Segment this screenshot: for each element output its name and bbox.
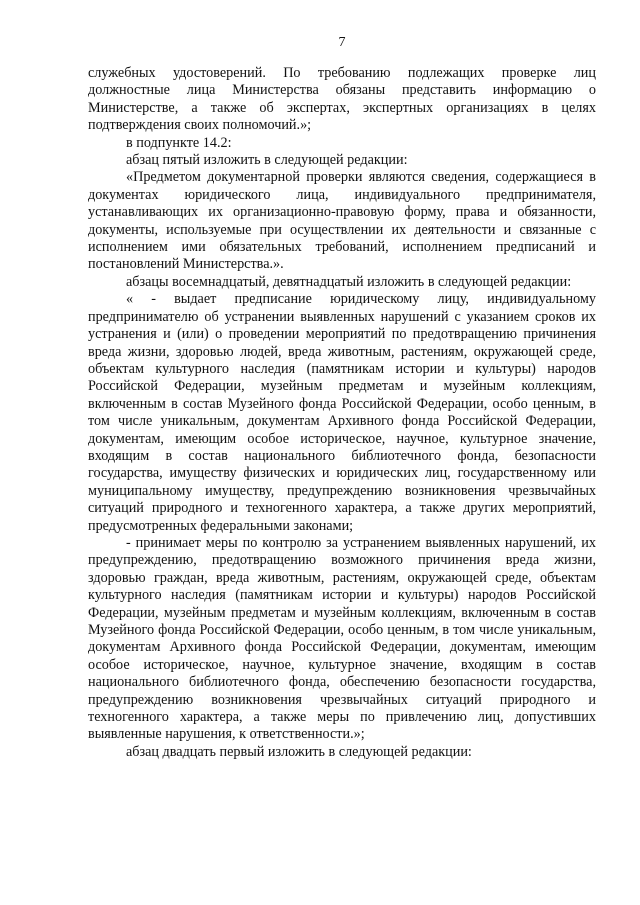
paragraph-1: служебных удостоверений. По требованию подлежащих проверке лиц должностные лица Министерства обязаны представить информацию о Министерстве, а также об экспертах, экспертных организациях в целях подтверждения своих полномочий.»;	[88, 65, 596, 134]
paragraph-4: «Предметом документарной проверки являются сведения, содержащиеся в документах юридического лица, индивидуального предпринимателя, устанавливающих их организационно-правовую форму, права и обязанности, документы, используемые при осуществлении их деятельности и связанные с исполнением ими обязательных требований, исполнением предписаний и постановлений Министерства.».	[88, 169, 596, 273]
paragraph-6: « - выдает предписание юридическому лицу, индивидуальному предпринимателю об устранении выявленных нарушений с указанием сроков их устранения и (или) о проведении мероприятий по предотвращению причинения вреда жизни, здоровью людей, вреда животным, растениям, окружающей среде, объектам культурного наследия (памятникам истории и культуры) народов Российской Федерации, музейным предметам и музейным коллекциям, включенным в состав Музейного фонда Российской Федерации, особо ценным, в том числе уникальным, документам Архивного фонда Российской Федерации, документам, имеющим особое историческое, научное, культурное значение, входящим в состав национального библиотечного фонда, безопасности государства, имуществу физических и юридических лиц, государственному или муниципальному имуществу, предупреждению возникновения чрезвычайных ситуаций природного и техногенного характера, а также других мероприятий, предусмотренных федеральными законами;	[88, 291, 596, 534]
document-body	[88, 65, 596, 761]
paragraph-8: абзац двадцать первый изложить в следующей редакции:	[126, 743, 472, 760]
paragraph-3: абзац пятый изложить в следующей редакции:	[126, 152, 408, 169]
page-number: 7	[338, 35, 346, 50]
paragraph-7: - принимает меры по контролю за устранением выявленных нарушений, их предупреждению, предотвращению возможного причинения вреда жизни, здоровью граждан, вреда животным, растениям, окружающей среде, объектам культурного наследия (памятникам истории и культуры) народов Российской Федерации, музейным предметам и музейным коллекциям, включенным в состав Музейного фонда Российской Федерации, особо ценным, в том числе уникальным, документам Архивного фонда Российской Федерации, документам, имеющим особое историческое, научное, культурное значение, входящим в состав национального библиотечного фонда, обеспечению безопасности государства, предупреждению возникновения чрезвычайных ситуаций природного и техногенного характера, а также меры по привлечению лиц, допустивших выявленные нарушения, к ответственности.»;	[88, 534, 596, 743]
paragraph-2: в подпункте 14.2:	[126, 134, 232, 151]
paragraph-5: абзацы восемнадцатый, девятнадцатый изложить в следующей редакции:	[126, 273, 572, 290]
